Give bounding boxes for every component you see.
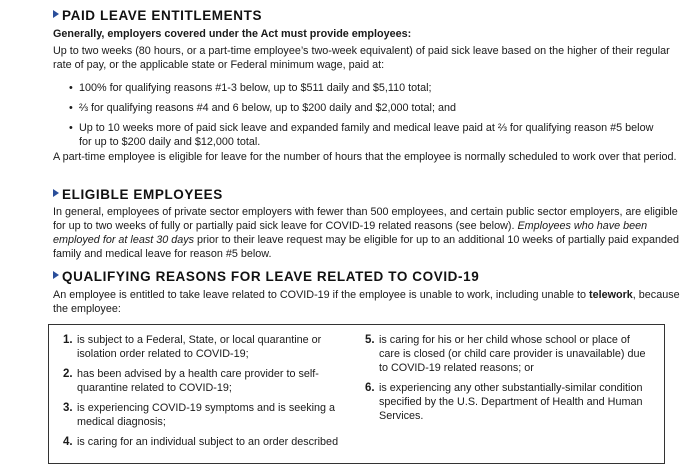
list-item <box>351 381 651 423</box>
reason-number: 1. <box>63 334 73 346</box>
reason-text: has been advised by a health care provider to self-quarantine related to COVID-19; <box>77 368 319 394</box>
qualifying-intro-text-1: An employee is entitled to take leave related to COVID-19 if the employee is unable to work, including unable to <box>53 289 589 301</box>
qualifying-reasons-box <box>48 324 665 464</box>
bullet-text: 100% for qualifying reasons #1-3 below, up to $511 daily and $5,110 total; <box>79 82 432 94</box>
reason-text: is subject to a Federal, State, or local quarantine or isolation order related to COVID-19; <box>77 334 322 360</box>
paid-leave-subtitle: Generally, employers covered under the Act must provide employees: <box>53 28 412 40</box>
section-title-qualifying <box>53 269 479 284</box>
triangle-marker-icon <box>53 10 59 18</box>
reason-number: 2. <box>63 368 73 380</box>
qualifying-intro-text-2: , because the employee: <box>53 289 680 315</box>
list-item <box>53 81 663 95</box>
bullet-text: ⅔ for qualifying reasons #4 and 6 below, up to $200 daily and $2,000 total; and <box>79 102 456 114</box>
qualifying-left-column <box>49 333 339 455</box>
qualifying-intro <box>53 288 683 316</box>
eligible-text-2: prior to their leave request may be eligible for up to an additional 10 weeks of partially paid expanded family and medical leave for reason #5 below. <box>53 234 680 260</box>
list-item <box>351 333 651 375</box>
bullet-text: Up to 10 weeks more of paid sick leave and expanded family and medical leave paid at ⅔ for qualifying reason #5 below for up to $200 daily and $12,000 total. <box>79 122 654 148</box>
reason-number: 6. <box>365 382 375 394</box>
paid-leave-intro: Up to two weeks (80 hours, or a part-time employee’s two-week equivalent) of paid sick leave based on the higher of their regular rate of pay, or the applicable state or Federal minimum wage, paid at: <box>53 45 670 71</box>
list-item <box>49 333 339 361</box>
eligible-paragraph <box>53 205 683 261</box>
reason-text: is experiencing COVID-19 symptoms and is seeking a medical diagnosis; <box>77 402 336 428</box>
triangle-marker-icon <box>53 271 59 279</box>
list-item <box>53 101 663 115</box>
eligible-title-text: ELIGIBLE EMPLOYEES <box>62 187 223 202</box>
bullet-dot-icon: • <box>69 82 73 94</box>
eligible-text-italic: Employees who have been employed for at least 30 days <box>53 220 648 246</box>
section-title-eligible <box>53 187 223 202</box>
eligible-text-1: In general, employees of private sector employers with fewer than 500 employees, and certain public sector employers, are eligible for up to two weeks of fully or partially paid sick leave for COVID-19 related reasons (see below). <box>53 206 678 232</box>
reason-text: is caring for an individual subject to an order described <box>77 436 339 448</box>
triangle-marker-icon <box>53 189 59 197</box>
paid-leave-bullet-list <box>53 81 663 149</box>
paid-leave-note: A part-time employee is eligible for leave for the number of hours that the employee is normally scheduled to work over that period. <box>53 151 677 163</box>
reason-text: is caring for his or her child whose school or place of care is closed (or child care provider is unavailable) due to COVID-19 related reasons; or <box>379 334 646 374</box>
reason-number: 4. <box>63 436 73 448</box>
reason-number: 5. <box>365 334 375 346</box>
qualifying-title-text: QUALIFYING REASONS FOR LEAVE RELATED TO COVID-19 <box>62 269 480 284</box>
section-title-paid-leave <box>53 8 262 23</box>
bullet-dot-icon: • <box>69 102 73 114</box>
reason-number: 3. <box>63 402 73 414</box>
list-item <box>49 367 339 395</box>
list-item <box>49 401 339 429</box>
reason-text: is experiencing any other substantially-similar condition specified by the U.S. Department of Health and Human Services. <box>379 382 643 422</box>
bullet-dot-icon: • <box>69 122 73 134</box>
paid-leave-title-text: PAID LEAVE ENTITLEMENTS <box>62 8 263 23</box>
qualifying-right-column <box>351 333 651 429</box>
list-item <box>53 121 663 149</box>
qualifying-intro-bold: telework <box>588 289 633 301</box>
list-item <box>49 435 339 449</box>
